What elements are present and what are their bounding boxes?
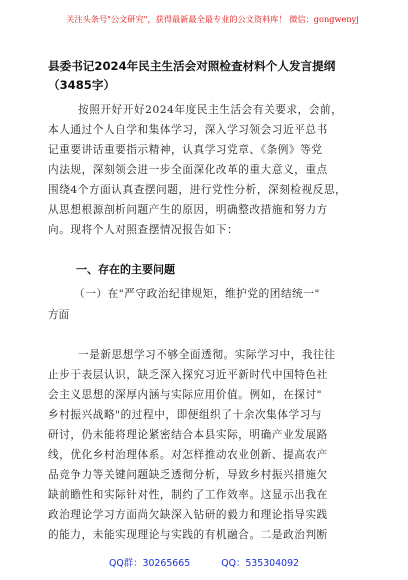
body-line: 止步于表层认识，缺乏深入探究习近平新时代中国特色社 [48,369,328,381]
intro-line: 从思想根源剖析问题产生的原因，明确整改措施和努力方 [48,204,328,216]
intro-line: 记重要讲话重要指示精神，认真学习党章、《条例》等党 [48,144,323,156]
body-line: 政治理论学习方面尚欠缺深入钻研的毅力和理论指导实践 [48,509,328,521]
header-banner: 关注头条号"公文研究"，获得最新最全最专业的公文资料库！ 微信：gongwenyj [66,14,359,24]
sub-heading-continued: 方面 [48,309,70,321]
body-line: 乡村振兴战略"的过程中，即便组织了十余次集体学习与 [48,409,323,421]
intro-line: 本人通过个人自学和集体学习，深入学习领会习近平总书 [48,124,328,136]
body-line: 品竞争力等关键问题缺乏透彻分析，导致乡村振兴措施欠 [48,469,328,481]
body-line: 一是新思想学习不够全面透彻。实际学习中，我往往 [78,349,336,361]
section-heading: 一、存在的主要问题 [76,263,175,276]
body-line: 会主义思想的深厚内涵与实际应用价值。例如，在探讨" [48,389,323,401]
intro-line: 内法规，深刻领会进一步全面深化改革的重大意义，重点 [48,164,328,176]
body-line: 研讨，仍未能将理论紧密结合本县实际，明确产业发展路 [48,429,328,441]
footer-contact [0,556,408,572]
word-count: （3485字） [48,78,116,92]
intro-paragraph [48,100,360,240]
body-line: 的能力，未能实现理论与实践的有机融合。二是政治判断 [48,529,328,541]
qq-group: QQ群：30265665 [108,558,191,569]
document-title: 县委书记2024年民主生活会对照检查材料个人发言提纲 [48,59,336,73]
intro-line: 围绕4个方面认真查摆问题，进行党性分析，深刻检视反思， [48,184,347,196]
body-line: 线，优化乡村治理体系。对怎样推动农业创新、提高农产 [48,449,328,461]
body-line: 缺前瞻性和实际针对性，制约了工作效率。这显示出我在 [48,489,328,501]
sub-heading: （一）在"严守政治纪律规矩，维护党的团结统一" [74,288,321,300]
qq-number: QQ：535304092 [221,558,300,569]
body-paragraph [48,345,360,545]
intro-line: 向。现将个人对照查摆情况报告如下： [48,224,239,236]
intro-line: 按照开好开好2024年度民主生活会有关要求，会前， [78,104,343,116]
